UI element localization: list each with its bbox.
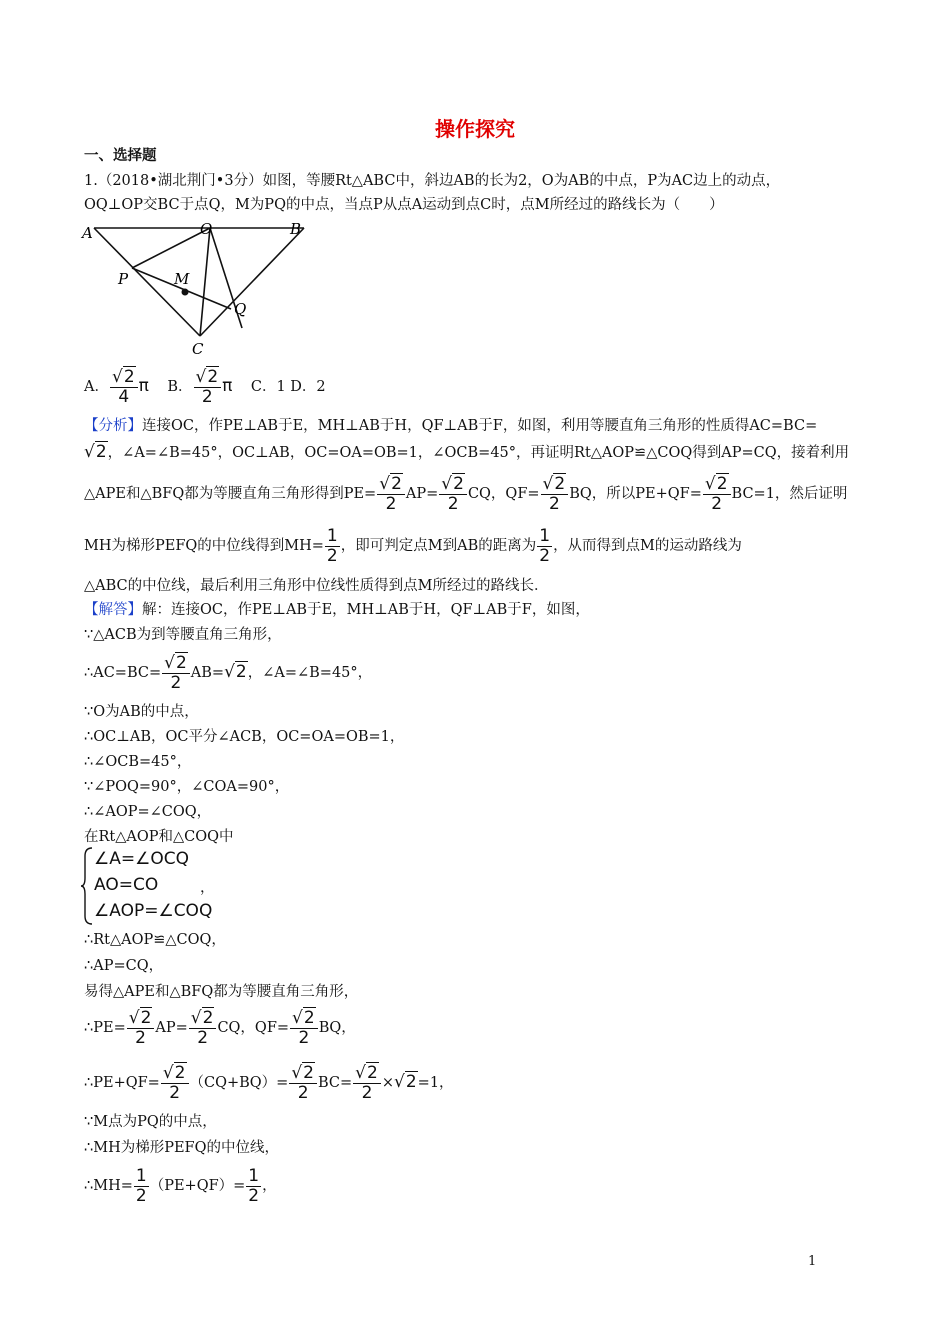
solution-line-9: 在Rt△AOP和△COQ中 <box>84 829 234 845</box>
analysis-tag: 【分析】 <box>84 418 142 434</box>
page-title: 操作探究 <box>435 117 515 141</box>
analysis-line-1: 【分析】连接OC，作PE⊥AB于E，MH⊥AB于H，QF⊥AB于F，如图，利用等腰直角三角形的性质得AC=BC= <box>84 418 818 434</box>
solution-line-4: ∵O为AB的中点， <box>84 704 199 720</box>
label-p: P <box>118 270 129 288</box>
solution-tag: 【解答】 <box>84 602 142 618</box>
solution-line-8: ∴∠AOP=∠COQ， <box>84 804 212 820</box>
page-number: 1 <box>808 1254 817 1269</box>
left-brace-icon <box>80 846 94 926</box>
solution-line-3: ∴AC=BC= $\frac{√2}{2}$ AB=√2，∠A=∠B=45°， <box>84 652 373 693</box>
option-b-fraction: $\frac{√2}{2}$ <box>194 368 222 407</box>
label-b: B <box>290 220 302 238</box>
label-a: A <box>82 224 93 242</box>
solution-line-15: ∵M点为PQ的中点， <box>84 1114 217 1130</box>
solution-line-10: ∴Rt△AOP≌△COQ， <box>84 932 226 948</box>
analysis-line-4: MH为梯形PEFQ的中位线得到MH= $\frac{1}{2}$ ，即可判定点M到AB的距离为 $\frac{1}{2}$ ，从而得到点M的运动路线为 <box>84 525 742 566</box>
solution-line-16: ∴MH为梯形PEFQ的中位线， <box>84 1140 280 1156</box>
solution-line-12: 易得△APE和△BFQ都为等腰直角三角形， <box>84 984 359 1000</box>
analysis-line-5: △ABC的中位线，最后利用三角形中位线性质得到点M所经过的路线长． <box>84 578 549 594</box>
solution-line-5: ∴OC⊥AB，OC平分∠ACB，OC=OA=OB=1， <box>84 729 405 745</box>
label-q: Q <box>234 300 247 318</box>
label-o: O <box>200 220 213 238</box>
label-m: M <box>174 270 190 288</box>
system-equation-2: AO=CO <box>94 875 159 895</box>
solution-line-1: 【解答】解：连接OC，作PE⊥AB于E，MH⊥AB于H，QF⊥AB于F，如图， <box>84 602 590 618</box>
analysis-line-3: △APE和△BFQ都为等腰直角三角形得到PE= $\frac{√2}{2}$ AP= $\frac{√2}{2}$ CQ，QF= $\frac{√2}{2}$ BQ，所以PE+QF= $\frac{√2}{2}$ BC=1，然后证明 <box>84 473 848 514</box>
solution-line-17: ∴MH= $\frac{1}{2}$ （PE+QF）= $\frac{1}{2}$ ， <box>84 1165 277 1206</box>
question-line-1: 1.（2018•湖北荆门•3分）如图，等腰Rt△ABC中，斜边AB的长为2，O为AB的中点，P为AC边上的动点， <box>84 173 781 189</box>
segment-op <box>132 228 210 268</box>
solution-line-6: ∴∠OCB=45°， <box>84 754 192 770</box>
solution-line-14: ∴PE+QF= $\frac{√2}{2}$ （CQ+BQ）= $\frac{√2}{2}$ BC= $\frac{√2}{2}$ ×√2=1， <box>84 1062 454 1103</box>
option-a-fraction: $\frac{√2}{4}$ <box>110 368 138 407</box>
question-line-2: OQ⊥OP交BC于点Q，M为PQ的中点，当点P从点A运动到点C时，点M所经过的路线长为（ ） <box>84 197 724 213</box>
answer-options: A． $\frac{√2}{4}$ π B． $\frac{√2}{2}$ π C．1 D．2 <box>84 366 326 407</box>
system-comma: ， <box>200 880 215 896</box>
section-heading: 一、选择题 <box>84 148 157 164</box>
solution-line-11: ∴AP=CQ， <box>84 958 164 974</box>
solution-line-13: ∴PE= $\frac{√2}{2}$ AP= $\frac{√2}{2}$ CQ，QF= $\frac{√2}{2}$ BQ， <box>84 1007 356 1048</box>
segment-oc <box>200 228 210 336</box>
geometry-figure <box>80 216 320 360</box>
solution-line-7: ∵∠POQ=90°，∠COA=90°， <box>84 779 290 795</box>
analysis-line-2: √2，∠A=∠B=45°，OC⊥AB，OC=OA=OB=1，∠OCB=45°，再证明Rt△AOP≌△COQ得到AP=CQ，接着利用 <box>84 442 850 462</box>
system-equation-1: ∠A=∠OCQ <box>94 849 189 869</box>
point-m <box>182 289 189 296</box>
system-equation-3: ∠AOP=∠COQ <box>94 901 213 921</box>
label-c: C <box>192 340 204 358</box>
solution-line-2: ∵△ACB为到等腰直角三角形， <box>84 627 282 643</box>
